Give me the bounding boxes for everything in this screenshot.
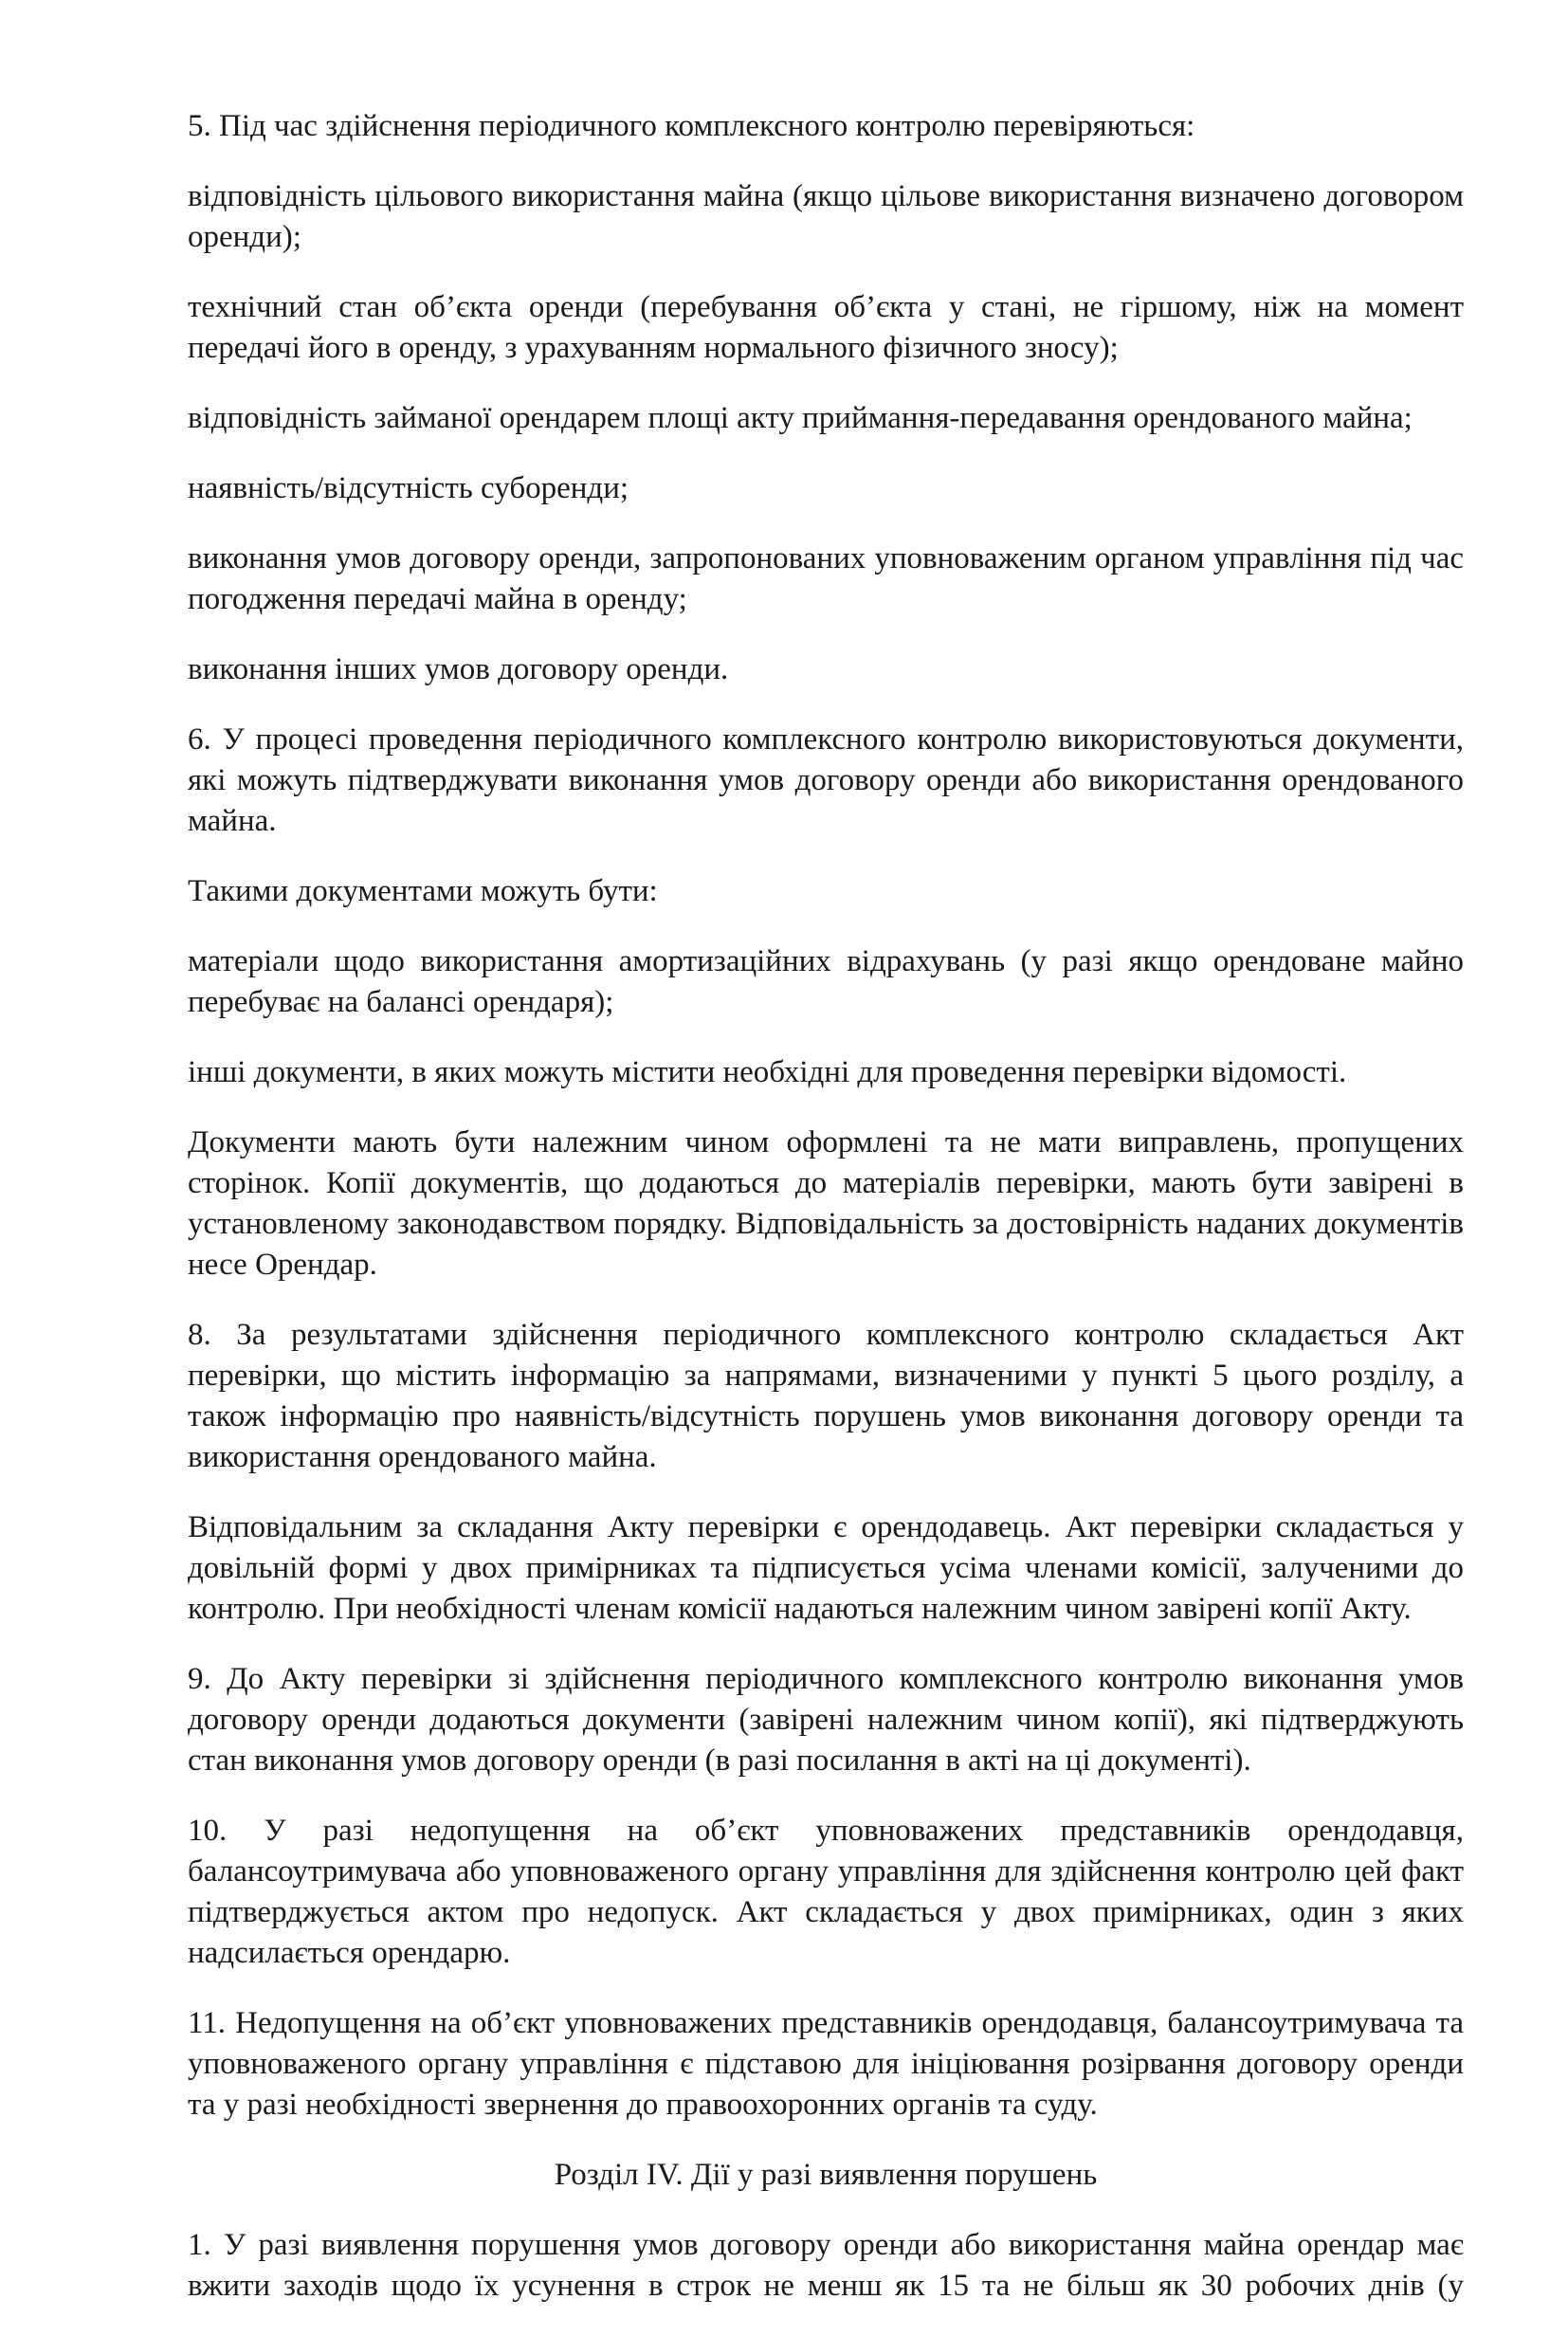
paragraph-section-4-item-1: 1. У разі виявлення порушення умов договору оренди або використання майна орендар має вжити заходів щодо їх усунення в строк не менш як 15 та не більш як 30 робочих днів (у (188, 2228, 1464, 2303)
paragraph-act-responsibility: Відповідальним за складання Акту перевірки є орендодавець. Акт перевірки складається у довільній формі у двох примірниках та підписується усіма членами комісії, залученими до контролю. При необхідності членам комісії надаються належним чином завірені копії Акту. (188, 1510, 1464, 1626)
section-heading: Розділ IV. Дії у разі виявлення порушень (554, 2158, 1098, 2192)
paragraph-8-inspection-act: 8. За результатами здійснення періодичного комплексного контролю складається Акт перевірки, що містить інформацію за напрямами, визначеними у пункті 5 цього розділу, а також інформацію про наявність/відсутність порушень умов виконання договору оренди та використання орендованого майна. (188, 1318, 1464, 1474)
paragraph-such-documents: Такими документами можуть бути: (188, 874, 658, 908)
paragraph-sublease: наявність/відсутність суборенди; (188, 471, 629, 505)
paragraph-technical-state: технічний стан об’єкта оренди (перебування об’єкта у стані, не гіршому, ніж на момент передачі його в оренду, з урахуванням нормального фізичного зносу); (188, 290, 1464, 365)
paragraph-agreed-conditions: виконання умов договору оренди, запропонованих уповноваженим органом управління під час погодження передачі майна в оренду; (188, 541, 1464, 616)
paragraph-6-documents: 6. У процесі проведення періодичного комплексного контролю використовуються документи, які можуть підтверджувати виконання умов договору оренди або використання орендованого майна. (188, 722, 1464, 838)
paragraph-other-conditions: виконання інших умов договору оренди. (188, 652, 729, 686)
paragraph-10-non-admission: 10. У разі недопущення на об’єкт уповноважених представників орендодавця, балансоутримувача або уповноваженого органу управління для здійснення контролю цей факт підтверджується актом про недопуск. Акт складається у двох примірниках, один з яких надсилається орендарю. (188, 1814, 1464, 1970)
paragraph-11-termination: 11. Недопущення на об’єкт уповноважених представників орендодавця, балансоутримувача та уповноваженого органу управління є підставою для ініціювання розірвання договору оренди та у разі необхідності звернення до правоохоронних органів та суду. (188, 2006, 1464, 2122)
document-page (188, 106, 1464, 2336)
paragraph-depreciation: матеріали щодо використання амортизаційних відрахувань (у разі якщо орендоване майно перебуває на балансі орендаря); (188, 944, 1464, 1019)
paragraph-other-documents: інші документи, в яких можуть містити необхідні для проведення перевірки відомості. (188, 1055, 1347, 1089)
paragraph-target-use: відповідність цільового використання майна (якщо цільове використання визначено договором оренди); (188, 179, 1464, 254)
paragraph-5-intro: 5. Під час здійснення періодичного комплексного контролю перевіряються: (188, 109, 1195, 143)
paragraph-document-requirements: Документи мають бути належним чином оформлені та не мати виправлень, пропущених сторінок. Копії документів, що додаються до матеріалів перевірки, мають бути завірені в установленому законодавством порядку. Відповідальність за достовірність наданих документів несе Орендар. (188, 1125, 1464, 1282)
paragraph-9-attachments: 9. До Акту перевірки зі здійснення періодичного комплексного контролю виконання умов договору оренди додаються документи (завірені належним чином копії), які підтверджують стан виконання умов договору оренди (в разі посилання в акті на ці документі). (188, 1662, 1464, 1778)
paragraph-area-compliance: відповідність займаної орендарем площі акту приймання-передавання орендованого майна; (188, 401, 1413, 435)
